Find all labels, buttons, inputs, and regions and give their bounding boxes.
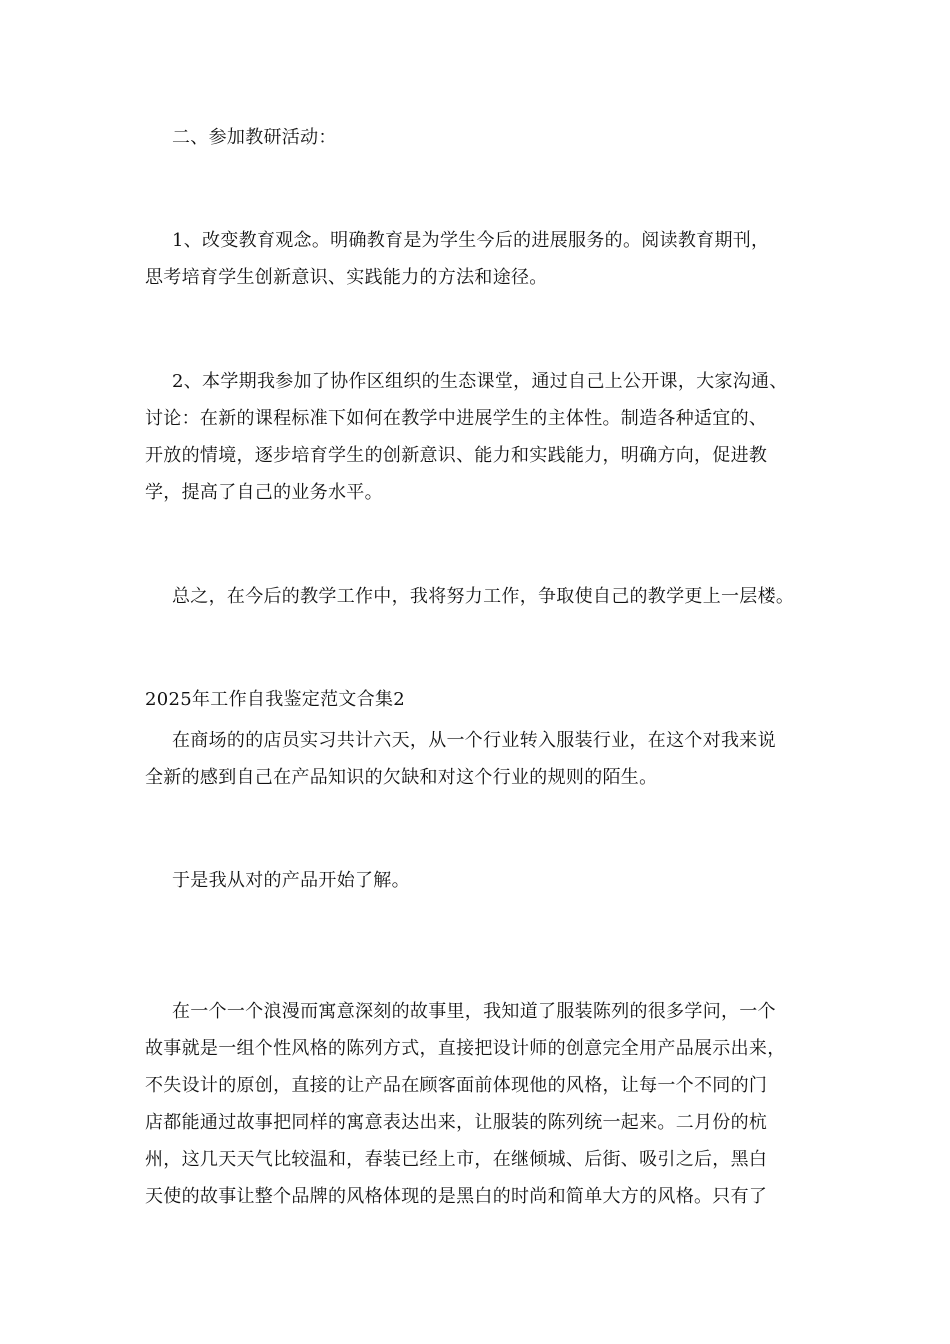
section-title: 2025年工作自我鉴定范文合集2 — [145, 689, 406, 710]
paragraph-line: 店都能通过故事把同样的寓意表达出来，让服装的陈列统一起来。二月份的杭 — [145, 1112, 768, 1133]
heading-participate-research: 二、参加教研活动： — [172, 127, 337, 148]
paragraph-line: 全新的感到自己在产品知识的欠缺和对这个行业的规则的陌生。 — [145, 767, 658, 788]
paragraph-line: 在一个一个浪漫而寓意深刻的故事里，我知道了服装陈列的很多学问，一个 — [172, 1001, 776, 1022]
paragraph-line: 思考培育学生创新意识、实践能力的方法和途径。 — [145, 267, 548, 288]
paragraph-line: 不失设计的原创，直接的让产品在顾客面前体现他的风格，让每一个不同的门 — [145, 1075, 768, 1096]
paragraph-line: 2、本学期我参加了协作区组织的生态课堂，通过自己上公开课，大家沟通、 — [172, 371, 788, 392]
paragraph-line: 州，这几天天气比较温和，春装已经上市，在继倾城、后街、吸引之后，黑白 — [145, 1149, 768, 1170]
paragraph-line: 讨论：在新的课程标准下如何在教学中进展学生的主体性。制造各种适宜的、 — [145, 408, 768, 429]
paragraph-line: 故事就是一组个性风格的陈列方式，直接把设计师的创意完全用产品展示出来， — [145, 1038, 786, 1059]
paragraph-line: 在商场的的店员实习共计六天，从一个行业转入服装行业，在这个对我来说 — [172, 730, 776, 751]
paragraph-line: 学，提高了自己的业务水平。 — [145, 482, 383, 503]
paragraph-line: 于是我从对的产品开始了解。 — [172, 870, 410, 891]
paragraph-line: 总之，在今后的教学工作中，我将努力工作，争取使自己的教学更上一层楼。 — [172, 586, 795, 607]
paragraph-line: 开放的情境，逐步培育学生的创新意识、能力和实践能力，明确方向，促进教 — [145, 445, 768, 466]
paragraph-line: 天使的故事让整个品牌的风格体现的是黑白的时尚和简单大方的风格。只有了 — [145, 1186, 768, 1207]
paragraph-line: 1、改变教育观念。明确教育是为学生今后的进展服务的。阅读教育期刊， — [172, 230, 770, 251]
